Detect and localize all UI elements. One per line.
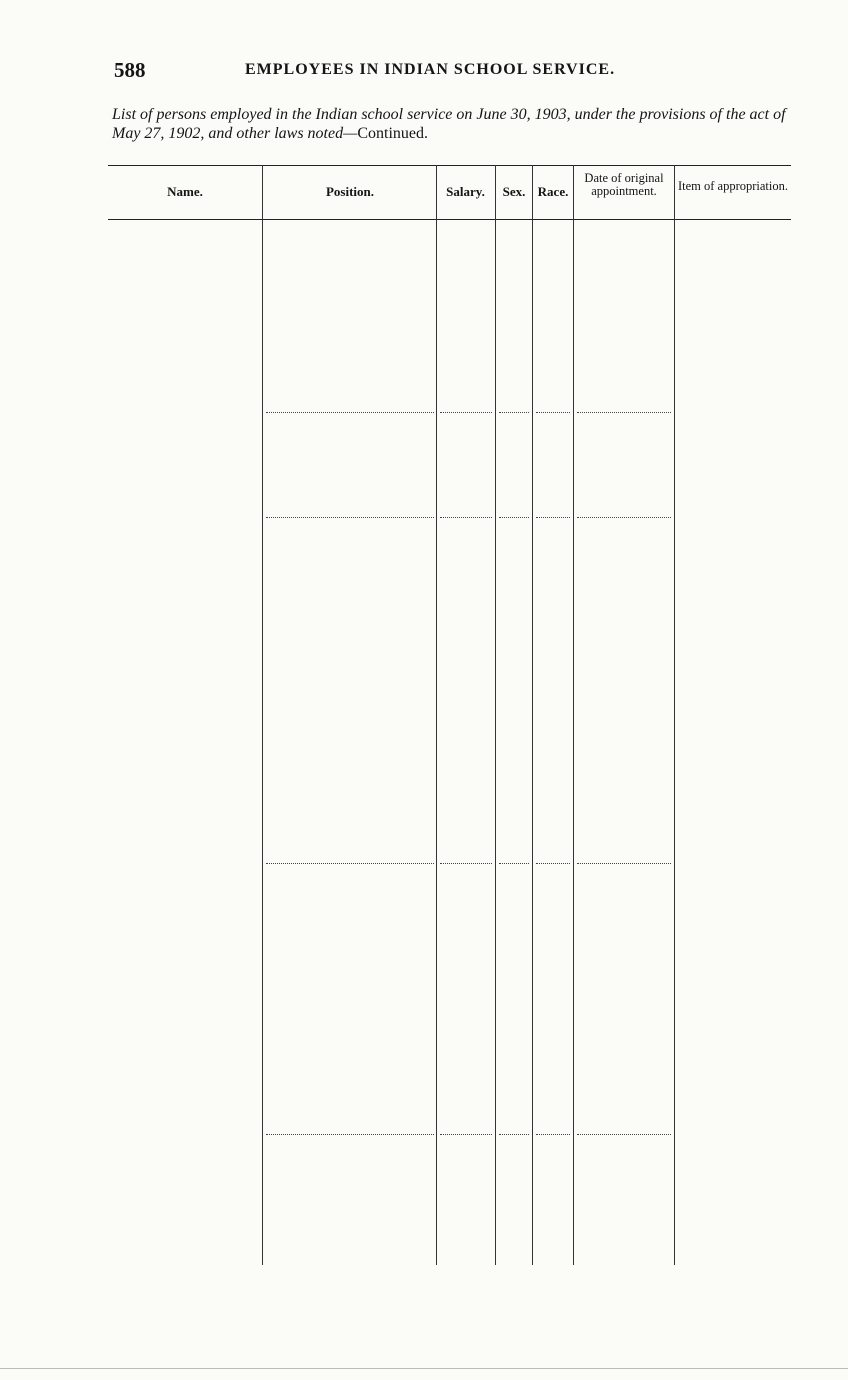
leader-dots [577,863,671,864]
col-divider [674,165,675,1265]
header-bottom-rule [108,219,791,220]
leader-dots [577,412,671,413]
leader-dots [577,517,671,518]
col-position-header: Position. [325,184,375,199]
caption-continued: Continued. [357,125,428,142]
table-caption [112,105,792,143]
col-date-header: Date of original appointment. [584,171,664,198]
col-divider [573,165,574,1265]
leader-dots [499,1134,529,1135]
leader-dots [499,517,529,518]
leader-dots [266,412,434,413]
leader-dots [266,517,434,518]
caption-text: List of persons employed in the Indian school service on June 30, 1903, under the provisions of the act of May 27, 1902, and other laws noted— [112,106,786,142]
leader-dots [536,1134,570,1135]
leader-dots [440,517,492,518]
table-top-rule [108,165,791,166]
leader-dots [440,863,492,864]
page-header [0,58,848,86]
page-number: 588 [114,58,146,82]
col-race-header: Race. [537,184,569,199]
leader-dots [266,863,434,864]
col-item-header: Item of appropriation. [677,179,789,193]
leader-dots [499,863,529,864]
col-divider [495,165,496,1265]
col-divider [532,165,533,1265]
leader-dots [266,1134,434,1135]
col-divider [262,165,263,1265]
running-title: EMPLOYEES IN INDIAN SCHOOL SERVICE. [245,61,616,78]
leader-dots [536,863,570,864]
col-name-header: Name. [167,184,203,199]
leader-dots [499,412,529,413]
col-divider [436,165,437,1265]
leader-dots [440,412,492,413]
col-salary-header: Salary. [446,184,485,199]
col-sex-header: Sex. [502,184,526,199]
leader-dots [536,517,570,518]
leader-dots [536,412,570,413]
leader-dots [577,1134,671,1135]
leader-dots [440,1134,492,1135]
page-edge [0,1368,848,1369]
